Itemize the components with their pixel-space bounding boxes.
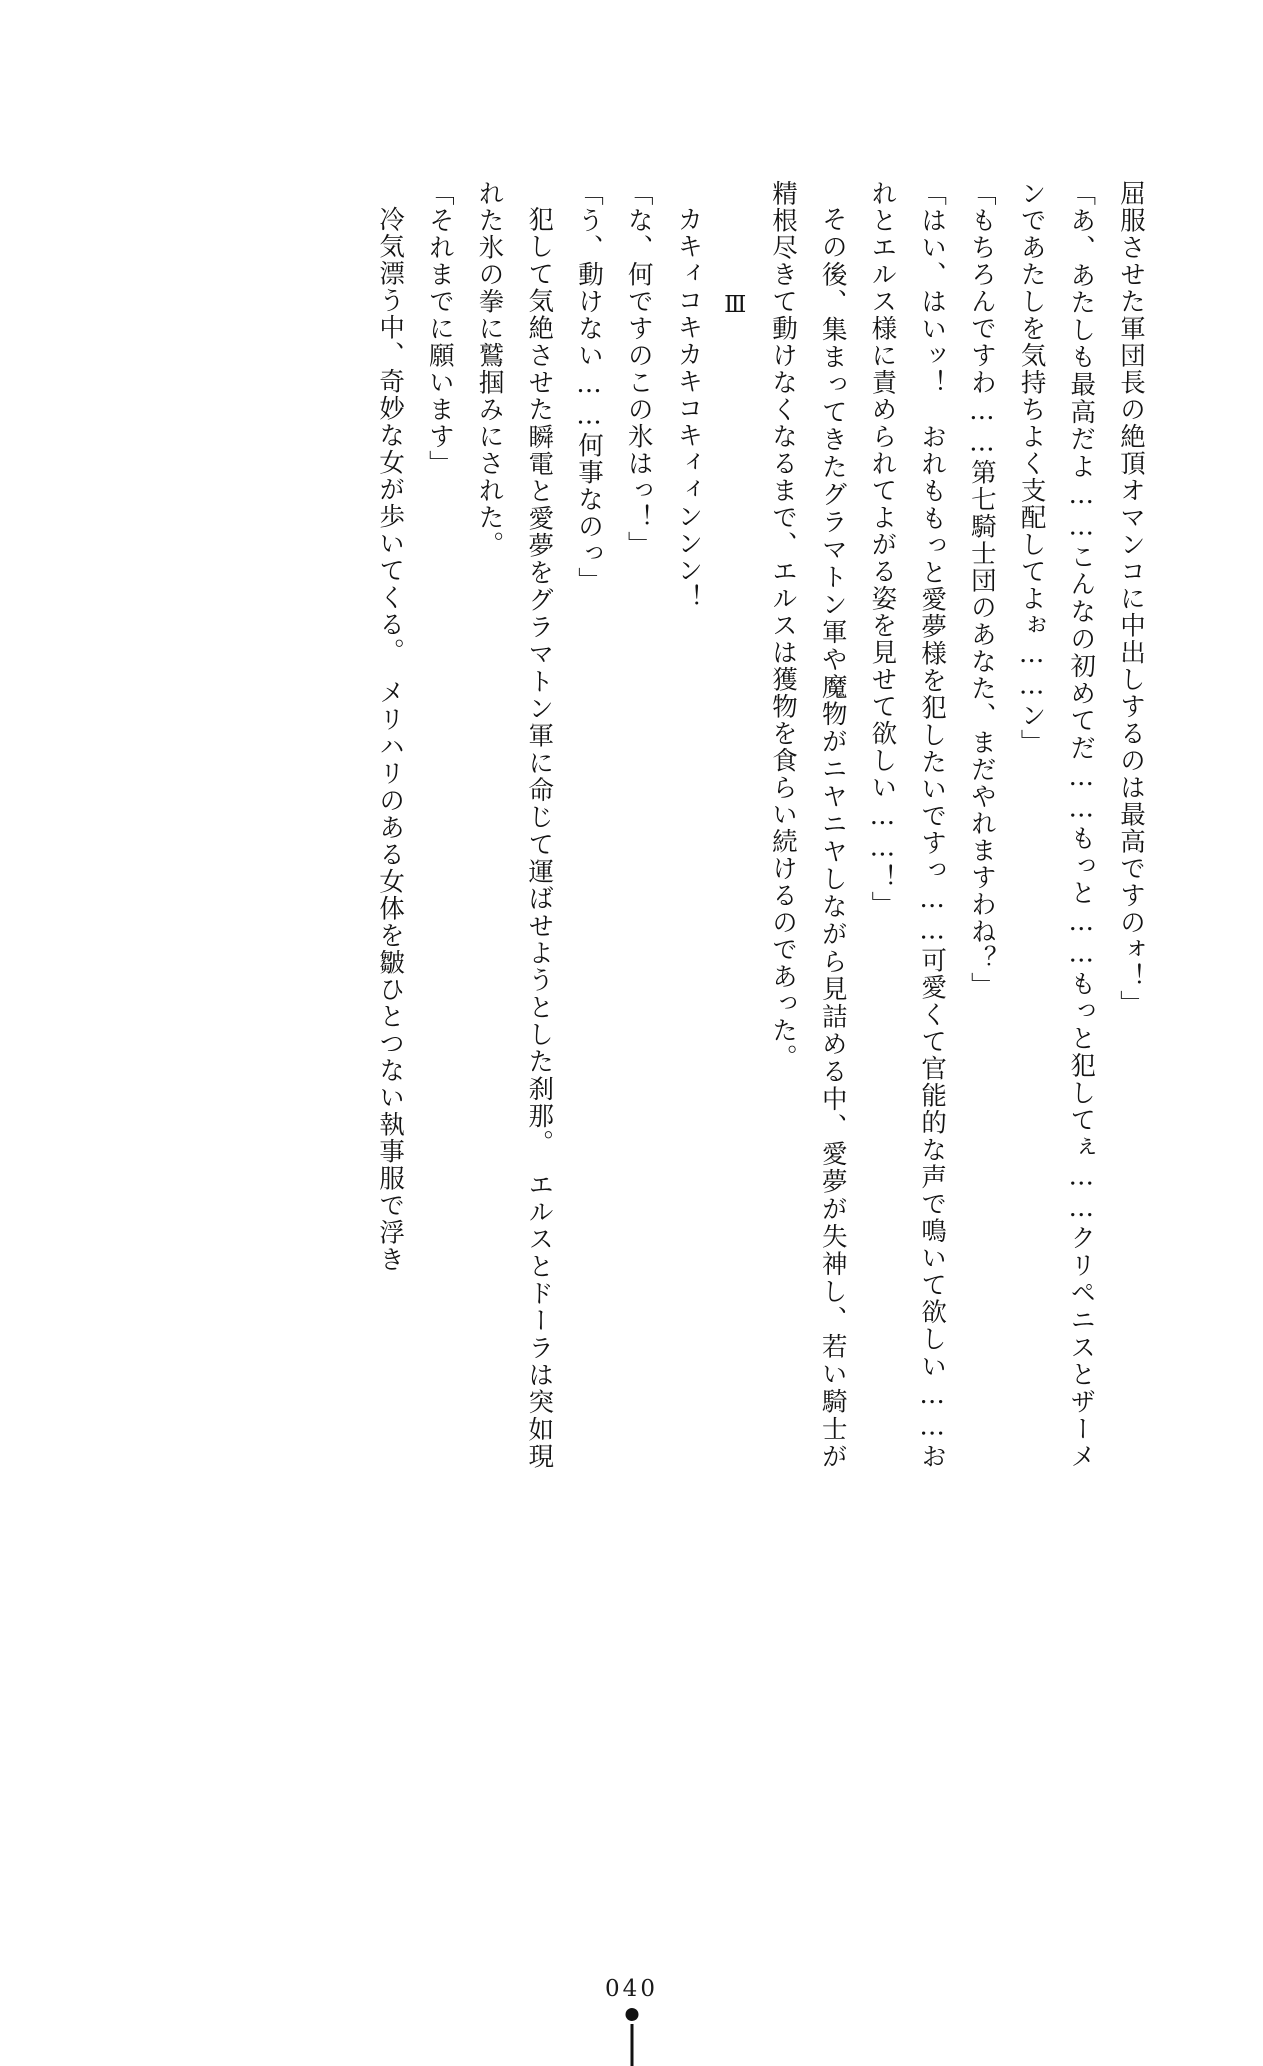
paragraph: 「な、何ですのこの氷はっ！」 bbox=[623, 180, 654, 558]
paragraph: 「それまでに願います」 bbox=[424, 180, 455, 477]
vertical-rule-icon bbox=[630, 2024, 633, 2066]
paragraph: 屈服させた軍団長の絶頂オマンコに中出しするのは最高ですのォ！」 bbox=[1116, 180, 1146, 1017]
paragraph: 犯して気絶させた瞬電と愛夢をグラマトン軍に命じて運ばせようとした刹那。 エルスとドーラは突如現れた氷の拳に鷲掴みにされた。 bbox=[474, 180, 555, 1470]
vertical-text-body bbox=[375, 180, 1155, 1471]
paragraph: カキィコキカキコキィィンンン！ bbox=[673, 206, 704, 611]
paragraph: 冷気漂う中、奇妙な女が歩いてくる。 メリハリのある女体を皺ひとつない執事服で浮き bbox=[375, 206, 406, 1274]
paragraph: 「はい、はいッ！ おれももっと愛夢様を犯したいですっ……可愛くて官能的な声で鳴いて欲しい……おれとエルス様に責められてよがる姿を見せて欲しい……！」 bbox=[867, 180, 948, 1470]
paragraph: その後、集まってきたグラマトン軍や魔物がニヤニヤしながら見詰める中、愛夢が失神し、若い騎士が精根尽きて動けなくなるまで、エルスは獲物を食らい続けるのであった。 bbox=[767, 180, 848, 1471]
folio-decoration bbox=[625, 2002, 639, 2066]
dot-icon bbox=[625, 2008, 638, 2021]
paragraph: 「う、動けない……何事なのっ」 bbox=[573, 180, 604, 594]
section-heading: Ⅲ bbox=[722, 292, 749, 320]
paragraph: 「あ、あたしも最高だよ……こんなの初めてだ……もっと……もっと犯してぇ……クリペニスとザーメンであたしを気持ちよく支配してよぉ……ン」 bbox=[1016, 180, 1097, 1470]
paragraph: 「もちろんですわ……第七騎士団のあなた、まだやれますわね？」 bbox=[966, 180, 997, 999]
page-number: 040 bbox=[605, 1976, 658, 2002]
